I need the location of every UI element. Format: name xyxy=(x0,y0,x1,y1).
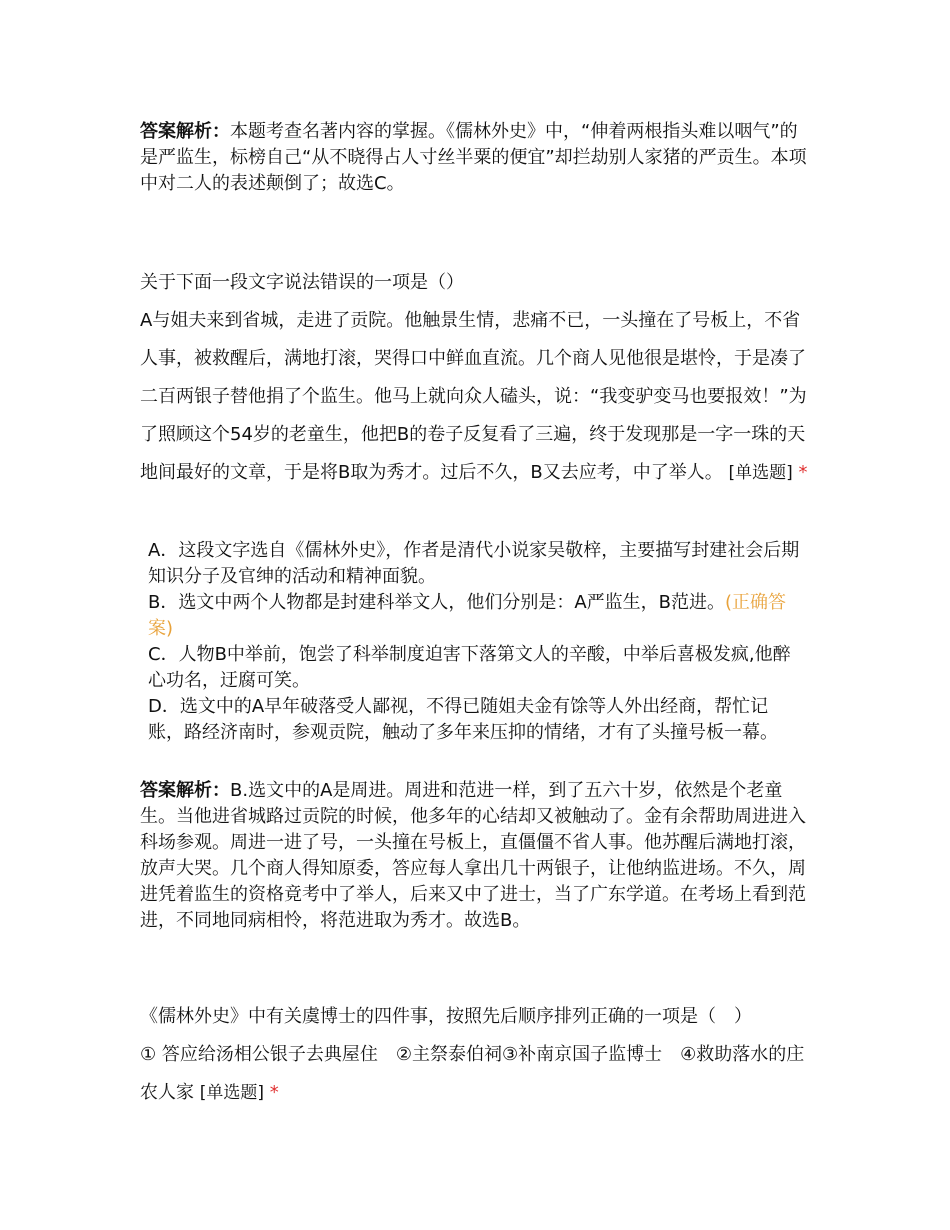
passage-text: A与姐夫来到省城，走进了贡院。他触景生情，悲痛不已，一头撞在了号板上，不省人事，被救醒后，满地打滚，哭得口中鲜血直流。几个商人见他很是堪怜，于是凑了二百两银子替他捐了个监生。他马上就向众人磕头，说：“我变驴变马也要报效！”为了照顾这个54岁的老童生，他把B的卷子反复看了三遍，终于发现那是一字一珠的天地间最好的文章，于是将B取为秀才。过后不久，B又去应考，中了举人。 xyxy=(140,310,807,483)
option-c[interactable] xyxy=(148,642,803,694)
question-stem: 《儒林外史》中有关虞博士的四件事，按照先后顺序排列正确的一项是（ ） xyxy=(140,1006,752,1027)
options-list xyxy=(148,538,803,746)
analysis-block-2 xyxy=(140,778,812,934)
question-2 xyxy=(140,264,812,492)
question-type-label: [单选题] xyxy=(728,463,793,483)
question-stem: 关于下面一段文字说法错误的一项是（） xyxy=(140,272,464,293)
analysis-text: 本题考查名著内容的掌握。《儒林外史》中，“伸着两根指头难以咽气”的是严监生，标榜自己“从不晓得占人寸丝半粟的便宜”却拦劫别人家猪的严贡生。本项中对二人的表述颠倒了；故选C。 xyxy=(140,121,807,194)
required-mark: * xyxy=(269,1082,279,1103)
option-c-text: C．人物B中举前，饱尝了科举制度迫害下落第文人的辛酸，中举后喜极发疯,他醉心功名，迂腐可笑。 xyxy=(148,644,791,691)
question-passage xyxy=(140,302,812,492)
option-d-text: D．选文中的A早年破落受人鄙视，不得已随姐夫金有馀等人外出经商，帮忙记账，路经济南时，参观贡院，触动了多年来压抑的情绪，才有了头撞号板一幕。 xyxy=(148,696,778,743)
question-3 xyxy=(140,998,812,1112)
analysis-text: B.选文中的A是周进。周进和范进一样，到了五六十岁，依然是个老童生。当他进省城路过贡院的时候，他多年的心结却又被触动了。金有余帮助周进进入科场参观。周进一进了号，一头撞在号板上，直僵僵不省人事。他苏醒后满地打滚，放声大哭。几个商人得知原委，答应每人拿出几十两银子，让他纳监进场。不久，周进凭着监生的资格竟考中了举人，后来又中了进士，当了广东学道。在考场上看到范进，不同地同病相怜，将范进取为秀才。故选B。 xyxy=(140,780,806,931)
option-a[interactable] xyxy=(148,538,803,590)
option-a-text: A．这段文字选自《儒林外史》，作者是清代小说家吴敬梓，主要描写封建社会后期知识分子及官绅的活动和精神面貌。 xyxy=(148,540,800,587)
correct-answer-tag: (正确答案) xyxy=(148,592,787,639)
required-mark: * xyxy=(798,462,808,483)
question-type-label: [单选题] xyxy=(199,1083,264,1103)
analysis-label: 答案解析： xyxy=(140,780,230,801)
option-d[interactable] xyxy=(148,694,803,746)
items-text: ① 答应给汤相公银子去典屋住 ②主祭泰伯祠③补南京国子监博士 ④救助落水的庄农人家 xyxy=(140,1044,805,1103)
option-b[interactable] xyxy=(148,590,803,642)
analysis-label: 答案解析： xyxy=(140,121,230,142)
analysis-block-1 xyxy=(140,119,812,197)
question-items xyxy=(140,1036,812,1112)
option-b-text: B．选文中两个人物都是封建科举文人，他们分别是：A严监生，B范进。 xyxy=(148,592,726,613)
